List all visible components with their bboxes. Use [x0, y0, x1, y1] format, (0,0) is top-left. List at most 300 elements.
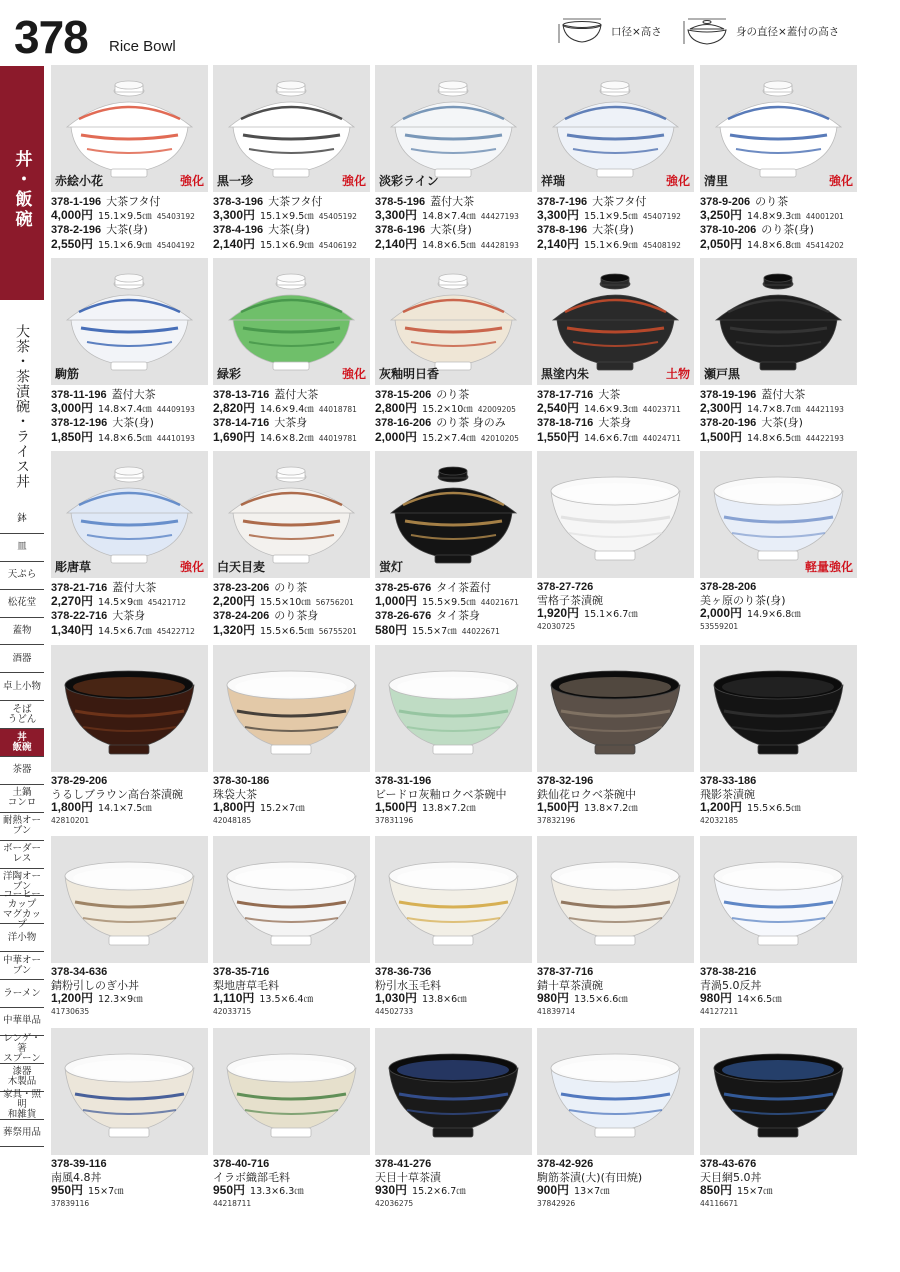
- product-info: [213, 581, 381, 638]
- product-photo: [537, 836, 694, 963]
- item-jan: 37831196: [375, 815, 414, 825]
- item-price: 1,500円: [700, 429, 743, 444]
- product-info: [537, 195, 705, 252]
- item-jan: 44218711: [213, 1198, 252, 1208]
- sidebar-index-item[interactable]: 中華オーブン: [0, 952, 44, 980]
- item-code: 378-30-186: [213, 775, 270, 787]
- item-code: 378-9-206: [700, 196, 751, 208]
- item-price: 950円: [213, 1183, 246, 1198]
- sidebar-index-item[interactable]: コーヒーカップ マグカップ: [0, 896, 44, 924]
- item-price: 2,820円: [213, 401, 256, 416]
- item-size: 15.5×6.5㎝: [260, 625, 314, 637]
- item-price: 1,500円: [375, 800, 418, 815]
- product-photo: [51, 65, 208, 192]
- product-info: [700, 1158, 868, 1208]
- product-photo: [51, 836, 208, 963]
- page-number: 378: [14, 11, 88, 63]
- item-desc: 大茶(身): [112, 416, 154, 430]
- item-jan: 44024711: [642, 433, 681, 443]
- item-size: 14.8×6.5㎝: [422, 239, 476, 251]
- item-size: 14.9×6.8㎝: [747, 609, 801, 621]
- item-jan: 41730635: [51, 1006, 90, 1016]
- item-price: 1,000円: [375, 594, 418, 609]
- product-name: 瀬戸黒: [704, 367, 741, 381]
- sidebar-index-item[interactable]: 耐熱オーブン: [0, 813, 44, 841]
- item-desc: 蓋付大茶: [111, 388, 156, 401]
- product-info: [537, 775, 705, 825]
- item-code: 378-32-196: [537, 775, 594, 787]
- item-size: 14.8×6.5㎝: [98, 432, 152, 444]
- item-jan: 42048185: [213, 815, 252, 825]
- item-code: 378-37-716: [537, 966, 594, 978]
- sidebar-index-list: [0, 506, 44, 1147]
- item-price: 2,550円: [51, 236, 94, 251]
- item-desc: のり茶(身): [761, 223, 814, 237]
- item-desc: 大茶: [598, 388, 621, 401]
- item-jan: 37842926: [537, 1198, 576, 1208]
- sidebar-index-item[interactable]: 皿: [0, 534, 44, 562]
- item-jan: 44427193: [480, 212, 519, 222]
- product-photo: [537, 1028, 694, 1155]
- item-code: 378-2-196: [51, 224, 102, 237]
- product-name: 駒筋: [55, 367, 80, 381]
- item-desc: タイ茶身: [436, 609, 481, 623]
- product-info: [375, 966, 543, 1016]
- item-code: 378-26-676: [375, 610, 432, 623]
- item-code: 378-28-206: [700, 581, 757, 593]
- item-size: 15.1×6.9㎝: [260, 239, 314, 251]
- item-jan: 56755201: [318, 626, 357, 636]
- item-size: 15.2×10㎝: [422, 404, 473, 416]
- item-price: 3,300円: [375, 208, 418, 223]
- product-photo: [51, 1028, 208, 1155]
- item-size: 15.2×7.4㎝: [422, 432, 476, 444]
- product-info: [213, 388, 381, 445]
- item-code: 378-16-206: [375, 417, 432, 430]
- legend-diameter-height: [557, 16, 662, 46]
- product-info: [537, 1158, 705, 1208]
- legend-label-2: 身の直径×蓋付の高さ: [736, 25, 840, 38]
- item-price: 580円: [375, 622, 408, 637]
- product-info: [700, 581, 868, 631]
- item-price: 4,000円: [51, 208, 94, 223]
- item-price: 1,920円: [537, 606, 580, 621]
- item-desc: 大茶(身): [592, 223, 634, 237]
- product-photo: [375, 258, 532, 385]
- item-price: 2,050円: [700, 236, 743, 251]
- item-desc: 南風4.8丼: [51, 1171, 102, 1185]
- product-photo: [700, 1028, 857, 1155]
- item-size: 14.7×8.7㎝: [747, 404, 801, 416]
- item-size: 15.5×10㎝: [260, 597, 311, 609]
- item-code: 378-6-196: [375, 224, 426, 237]
- item-desc: 天目十草茶漬: [375, 1171, 441, 1185]
- product-info: [51, 966, 219, 1016]
- item-price: 2,300円: [700, 401, 743, 416]
- item-code: 378-35-716: [213, 966, 270, 978]
- item-desc: 大茶フタ付: [592, 195, 647, 208]
- item-desc: 粉引水玉毛料: [375, 979, 441, 993]
- item-jan: 42030725: [537, 621, 576, 631]
- product-info: [537, 966, 705, 1016]
- item-code: 378-5-196: [375, 196, 426, 208]
- product-photo: [51, 258, 208, 385]
- item-price: 980円: [537, 991, 570, 1006]
- item-jan: 45408192: [642, 240, 681, 250]
- item-price: 1,690円: [213, 429, 256, 444]
- item-jan: 42032185: [700, 815, 739, 825]
- item-price: 2,270円: [51, 594, 94, 609]
- product-photo: [700, 645, 857, 772]
- sidebar-index-item[interactable]: 葬祭用品: [0, 1120, 44, 1148]
- legend-label-1: 口径×高さ: [611, 25, 662, 38]
- item-price: 2,140円: [213, 236, 256, 251]
- product-name: 黒一珍: [217, 174, 254, 188]
- product-info: [700, 195, 868, 252]
- product-info: [213, 1158, 381, 1208]
- item-price: 3,300円: [537, 208, 580, 223]
- product-name: 清里: [704, 174, 729, 188]
- item-jan: 44127211: [700, 1006, 739, 1016]
- item-price: 2,000円: [375, 429, 418, 444]
- item-jan: 44409193: [156, 405, 195, 415]
- sidebar-index-item[interactable]: ボーダーレス: [0, 841, 44, 869]
- sidebar-index-item[interactable]: ラーメン: [0, 980, 44, 1008]
- item-jan: 44001201: [805, 212, 844, 222]
- item-code: 378-36-736: [375, 966, 432, 978]
- sidebar-index-item[interactable]: 土鍋 コンロ: [0, 785, 44, 813]
- item-jan: 42009205: [477, 405, 516, 415]
- item-price: 1,800円: [51, 800, 94, 815]
- item-desc: 大茶フタ付: [106, 195, 161, 208]
- item-price: 1,850円: [51, 429, 94, 444]
- item-desc: 駒筋茶漬(大)(有田焼): [537, 1171, 643, 1185]
- item-desc: 美ヶ原のり茶(身): [700, 594, 786, 608]
- item-price: 1,200円: [51, 991, 94, 1006]
- item-jan: 45407192: [642, 212, 681, 222]
- product-name: 白天目麦: [217, 560, 266, 574]
- bowl-diagram-icon: [557, 16, 607, 46]
- sidebar-category-tab[interactable]: 丼・飯碗: [0, 66, 44, 300]
- item-price: 1,340円: [51, 622, 94, 637]
- item-code: 378-41-276: [375, 1158, 432, 1170]
- item-size: 13.8×7.2㎝: [584, 803, 638, 815]
- legend-lidded-height: [682, 16, 839, 46]
- item-code: 378-23-206: [213, 582, 270, 594]
- item-size: 12.3×9㎝: [98, 994, 143, 1006]
- sidebar-index-item[interactable]: レンゲ・箸 スプーン: [0, 1036, 44, 1064]
- product-info: [213, 775, 381, 825]
- product-name: 蛍灯: [379, 560, 404, 574]
- item-price: 2,140円: [375, 236, 418, 251]
- item-price: 3,300円: [213, 208, 256, 223]
- item-jan: 37832196: [537, 815, 576, 825]
- item-price: 950円: [51, 1183, 84, 1198]
- item-size: 14.6×6.7㎝: [584, 432, 638, 444]
- item-desc: 鉄仙花ロクベ茶碗中: [537, 788, 636, 802]
- item-desc: 大茶身: [598, 416, 632, 430]
- product-photo: [537, 65, 694, 192]
- item-desc: 蓋付大茶: [430, 195, 475, 208]
- product-badge: 強化: [341, 367, 366, 381]
- item-jan: 45404192: [156, 240, 195, 250]
- item-jan: 44022671: [461, 626, 500, 636]
- product-info: [700, 388, 868, 445]
- item-jan: 42036275: [375, 1198, 414, 1208]
- product-badge: 軽量強化: [804, 560, 853, 574]
- sidebar-index-item[interactable]: 洋陶オーブン: [0, 869, 44, 897]
- item-jan: 42010205: [480, 433, 519, 443]
- item-price: 2,540円: [537, 401, 580, 416]
- item-size: 15.1×9.5㎝: [98, 211, 152, 223]
- product-name: 祥瑞: [541, 174, 566, 188]
- item-code: 378-3-196: [213, 196, 264, 208]
- item-size: 14.5×6.7㎝: [98, 625, 152, 637]
- item-code: 378-40-716: [213, 1158, 270, 1170]
- item-code: 378-17-716: [537, 389, 594, 401]
- product-info: [51, 388, 219, 445]
- product-photo: [375, 1028, 532, 1155]
- item-price: 1,800円: [213, 800, 256, 815]
- product-photo: [375, 836, 532, 963]
- item-desc: 大茶(身): [761, 416, 803, 430]
- product-photo: [700, 65, 857, 192]
- sidebar-index-item[interactable]: 中華単品: [0, 1008, 44, 1036]
- item-size: 15×7㎝: [88, 1186, 124, 1198]
- item-desc: 蓋付大茶: [112, 581, 157, 594]
- sidebar-index-item[interactable]: 卓上小物: [0, 673, 44, 701]
- item-desc: 天目網5.0丼: [700, 1171, 762, 1185]
- item-price: 900円: [537, 1183, 570, 1198]
- item-desc: 梨地唐草毛料: [213, 979, 279, 993]
- item-desc: 大茶身: [274, 416, 308, 430]
- item-code: 378-12-196: [51, 417, 108, 430]
- item-code: 378-7-196: [537, 196, 588, 208]
- product-info: [537, 388, 705, 445]
- item-size: 15×7㎝: [737, 1186, 773, 1198]
- sidebar-index-item[interactable]: 茶器: [0, 757, 44, 785]
- item-desc: 青渦5.0反丼: [700, 979, 762, 993]
- item-size: 15.1×6.7㎝: [584, 609, 638, 621]
- product-photo: [213, 65, 370, 192]
- item-price: 850円: [700, 1183, 733, 1198]
- sidebar-index-item[interactable]: そば うどん: [0, 701, 44, 729]
- item-size: 13.8×7.2㎝: [422, 803, 476, 815]
- sidebar-index-item[interactable]: 鉢: [0, 506, 44, 534]
- item-jan: 45406192: [318, 240, 357, 250]
- product-info: [51, 195, 219, 252]
- product-info: [375, 1158, 543, 1208]
- sidebar-index-item[interactable]: 松花堂: [0, 590, 44, 618]
- item-size: 14.8×7.4㎝: [422, 211, 476, 223]
- item-desc: のり茶: [274, 581, 308, 594]
- item-desc: 蓋付大茶: [761, 388, 806, 401]
- item-size: 15.1×9.5㎝: [260, 211, 314, 223]
- item-jan: 44422193: [805, 433, 844, 443]
- item-jan: 45421712: [147, 598, 186, 608]
- product-photo: [213, 645, 370, 772]
- item-size: 14.6×8.2㎝: [260, 432, 314, 444]
- item-code: 378-43-676: [700, 1158, 757, 1170]
- item-jan: 45405192: [318, 212, 357, 222]
- item-price: 2,000円: [700, 606, 743, 621]
- product-photo: [51, 645, 208, 772]
- product-badge: 強化: [341, 174, 366, 188]
- product-info: [375, 775, 543, 825]
- item-code: 378-14-716: [213, 417, 270, 430]
- item-size: 15.2×7㎝: [260, 803, 305, 815]
- item-size: 14.8×9.3㎝: [747, 211, 801, 223]
- product-name: 淡彩ライン: [379, 174, 439, 188]
- product-photo: [700, 451, 857, 578]
- item-code: 378-15-206: [375, 389, 432, 401]
- item-size: 14.5×9㎝: [98, 597, 143, 609]
- item-size: 15.5×9.5㎝: [422, 597, 476, 609]
- item-jan: 44421193: [805, 405, 844, 415]
- product-photo: [213, 836, 370, 963]
- item-size: 15.5×6.5㎝: [747, 803, 801, 815]
- item-code: 378-11-196: [51, 389, 107, 401]
- product-badge: 強化: [179, 174, 204, 188]
- lidded-bowl-diagram-icon: [682, 16, 732, 46]
- product-info: [375, 195, 543, 252]
- item-desc: のり茶: [755, 195, 789, 208]
- item-jan: 44116671: [700, 1198, 739, 1208]
- sidebar-index-item[interactable]: 酒器: [0, 645, 44, 673]
- item-size: 14.6×9.3㎝: [584, 404, 638, 416]
- item-desc: 蓋付大茶: [274, 388, 319, 401]
- item-desc: うるしブラウン高台茶漬碗: [51, 788, 183, 802]
- item-desc: のり茶 身のみ: [436, 416, 506, 430]
- item-jan: 45414202: [805, 240, 844, 250]
- product-photo: [213, 258, 370, 385]
- item-code: 378-29-206: [51, 775, 108, 787]
- sidebar-index-item[interactable]: 家具・照明 和雑貨: [0, 1092, 44, 1120]
- item-size: 14.1×7.5㎝: [98, 803, 152, 815]
- product-name: 彫唐草: [55, 560, 92, 574]
- item-price: 2,140円: [537, 236, 580, 251]
- item-price: 930円: [375, 1183, 408, 1198]
- item-price: 1,110円: [213, 991, 255, 1006]
- product-photo: [213, 1028, 370, 1155]
- product-photo: [51, 451, 208, 578]
- item-jan: 44023711: [642, 405, 681, 415]
- item-code: 378-39-116: [51, 1158, 107, 1170]
- item-jan: 44502733: [375, 1006, 414, 1016]
- item-jan: 44021671: [480, 598, 519, 608]
- page-title: Rice Bowl: [109, 38, 176, 55]
- sidebar-index-item[interactable]: 丼 飯碗: [0, 729, 44, 757]
- item-price: 1,200円: [700, 800, 743, 815]
- item-code: 378-8-196: [537, 224, 588, 237]
- item-code: 378-21-716: [51, 582, 108, 594]
- item-price: 1,500円: [537, 800, 580, 815]
- item-price: 1,320円: [213, 622, 256, 637]
- product-info: [213, 966, 381, 1016]
- sidebar-index-item[interactable]: 洋小物: [0, 924, 44, 952]
- item-desc: 大茶(身): [106, 223, 148, 237]
- item-desc: 錆十草茶漬碗: [537, 979, 603, 993]
- item-desc: 珠袋大茶: [213, 788, 257, 802]
- item-jan: 56756201: [315, 598, 354, 608]
- item-desc: 大茶(身): [430, 223, 472, 237]
- item-jan: 44018781: [318, 405, 357, 415]
- product-name: 黒塗内朱: [541, 367, 590, 381]
- item-code: 378-13-716: [213, 389, 270, 401]
- item-price: 3,000円: [51, 401, 94, 416]
- product-photo: [375, 645, 532, 772]
- item-code: 378-19-196: [700, 389, 757, 401]
- item-jan: 45422712: [156, 626, 195, 636]
- item-size: 15.1×6.9㎝: [584, 239, 638, 251]
- product-photo: [700, 836, 857, 963]
- product-info: [700, 775, 868, 825]
- product-info: [213, 195, 381, 252]
- item-size: 15.5×7㎝: [412, 625, 457, 637]
- item-code: 378-42-926: [537, 1158, 594, 1170]
- product-info: [700, 966, 868, 1016]
- product-photo: [213, 451, 370, 578]
- product-info: [51, 775, 219, 825]
- item-size: 15.1×9.5㎝: [584, 211, 638, 223]
- product-badge: 強化: [665, 174, 690, 188]
- product-name: 赤絵小花: [55, 174, 104, 188]
- product-info: [51, 581, 219, 638]
- item-desc: ビードロ灰釉ロクベ茶碗中: [375, 788, 507, 802]
- item-desc: 錆粉引しのぎ小丼: [51, 979, 139, 993]
- product-photo: [537, 451, 694, 578]
- product-info: [537, 581, 705, 631]
- item-desc: のり茶: [436, 388, 470, 401]
- product-info: [51, 1158, 219, 1208]
- item-size: 13.3×6.3㎝: [250, 1186, 304, 1198]
- product-info: [375, 581, 543, 638]
- sidebar-index-item[interactable]: 漆器 木製品: [0, 1064, 44, 1092]
- product-photo: [700, 258, 857, 385]
- item-jan: 42033715: [213, 1006, 252, 1016]
- item-code: 378-18-716: [537, 417, 594, 430]
- item-desc: イラボ織部毛料: [213, 1171, 290, 1185]
- item-code: 378-25-676: [375, 582, 432, 594]
- item-size: 13.5×6.6㎝: [574, 994, 628, 1006]
- sidebar-index-item[interactable]: 蓋物: [0, 618, 44, 646]
- item-size: 13×7㎝: [574, 1186, 610, 1198]
- item-desc: 雪格子茶漬碗: [537, 594, 603, 608]
- item-jan: 44410193: [156, 433, 195, 443]
- item-size: 13.8×6㎝: [422, 994, 467, 1006]
- item-code: 378-34-636: [51, 966, 108, 978]
- item-jan: 42810201: [51, 815, 90, 825]
- item-jan: 53559201: [700, 621, 739, 631]
- product-badge: 強化: [179, 560, 204, 574]
- item-size: 13.5×6.4㎝: [259, 994, 314, 1006]
- item-desc: 大茶身: [112, 609, 146, 623]
- item-jan: 44428193: [480, 240, 519, 250]
- item-desc: 大茶フタ付: [268, 195, 323, 208]
- item-code: 378-22-716: [51, 610, 108, 623]
- item-code: 378-24-206: [213, 610, 270, 623]
- item-price: 2,800円: [375, 401, 418, 416]
- item-desc: 大茶(身): [268, 223, 310, 237]
- product-badge: 強化: [828, 174, 853, 188]
- item-size: 15.1×6.9㎝: [98, 239, 152, 251]
- sidebar-index-item[interactable]: 天ぷら: [0, 562, 44, 590]
- item-price: 2,200円: [213, 594, 256, 609]
- item-price: 1,550円: [537, 429, 580, 444]
- item-size: 14.6×9.4㎝: [260, 404, 314, 416]
- product-info: [375, 388, 543, 445]
- product-photo: [537, 645, 694, 772]
